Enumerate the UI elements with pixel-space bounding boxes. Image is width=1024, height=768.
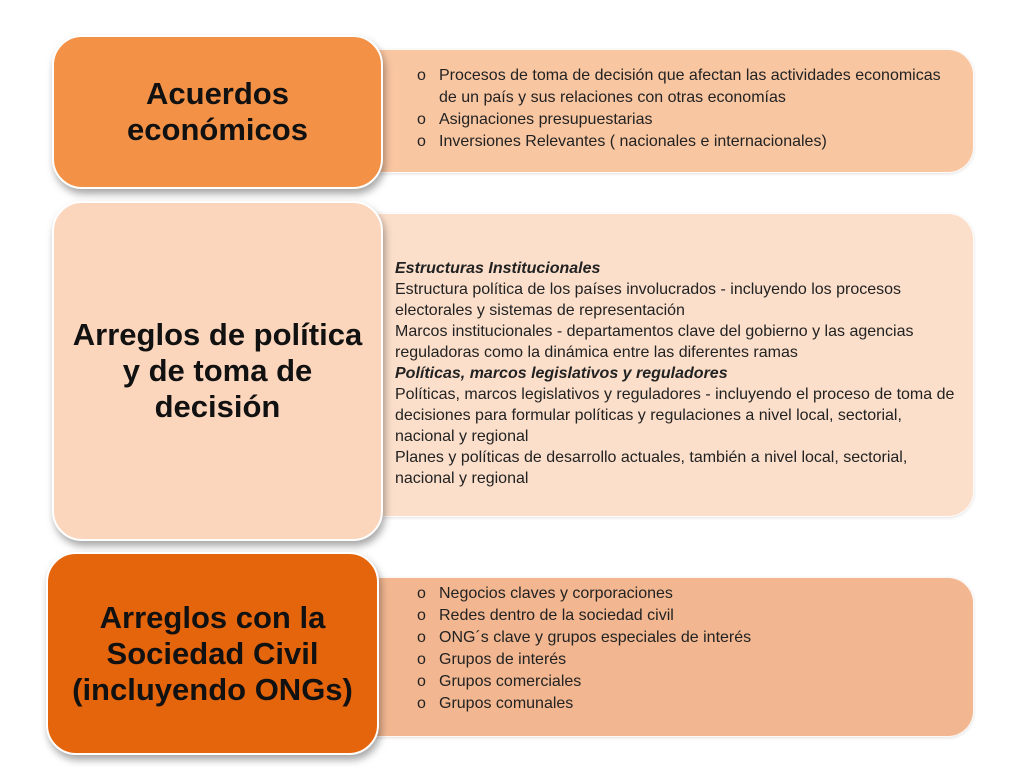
section-3-title-box: [46, 552, 379, 755]
list-item: o Asignaciones presupuestarias: [417, 109, 957, 131]
paragraph: Estructura política de los países involucrados - incluyendo los procesos electorales y sistemas de representación: [395, 281, 902, 319]
bullet-circle-icon: o: [417, 607, 426, 624]
bullet-circle-icon: o: [417, 673, 426, 690]
list-item: o Redes dentro de la sociedad civil: [417, 605, 957, 627]
section-3-title: Arreglos con la Sociedad Civil (incluyendo ONGs): [72, 599, 353, 707]
paragraph: Marcos institucionales - departamentos clave del gobierno y las agencias reguladoras como la dinámica entre las diferentes ramas: [395, 323, 914, 361]
subheading-estructuras: Estructuras Institucionales: [395, 260, 601, 277]
bullet-circle-icon: o: [417, 695, 426, 712]
bullet-circle-icon: o: [417, 585, 426, 602]
list-item: o Procesos de toma de decisión que afectan las actividades economicas de un país y sus relaciones con otras economías: [417, 67, 941, 106]
bullet-circle-icon: o: [417, 133, 426, 150]
paragraph: Políticas, marcos legislativos y reguladores - incluyendo el proceso de toma de decisiones para formular políticas y regulaciones a nivel local, sectorial, nacional y regional: [395, 386, 955, 445]
section-1-title: Acuerdos económicos: [127, 76, 308, 147]
section-1-title-box: [52, 35, 383, 189]
list-item: o Grupos de interés: [417, 649, 957, 671]
section-2-title: Arreglos de política y de toma de decisión: [72, 317, 363, 424]
list-item: o Grupos comerciales: [417, 671, 957, 693]
bullet-circle-icon: o: [417, 629, 426, 646]
bullet-circle-icon: o: [417, 67, 426, 84]
section-3-bullet-list: [417, 583, 957, 715]
subheading-politicas: Políticas, marcos legislativos y reguladores: [395, 365, 728, 382]
list-item: o Negocios claves y corporaciones: [417, 583, 957, 605]
bullet-circle-icon: o: [417, 651, 426, 668]
section-2-title-box: [52, 201, 383, 541]
section-2-text-block: [395, 258, 963, 489]
bullet-circle-icon: o: [417, 111, 426, 128]
list-item: o Grupos comunales: [417, 693, 957, 715]
list-item: o Inversiones Relevantes ( nacionales e internacionales): [417, 131, 957, 153]
paragraph: Planes y políticas de desarrollo actuales, también a nivel local, sectorial, nacional y regional: [395, 449, 908, 487]
list-item: o ONG´s clave y grupos especiales de interés: [417, 627, 957, 649]
section-1-bullet-list: [417, 65, 957, 153]
